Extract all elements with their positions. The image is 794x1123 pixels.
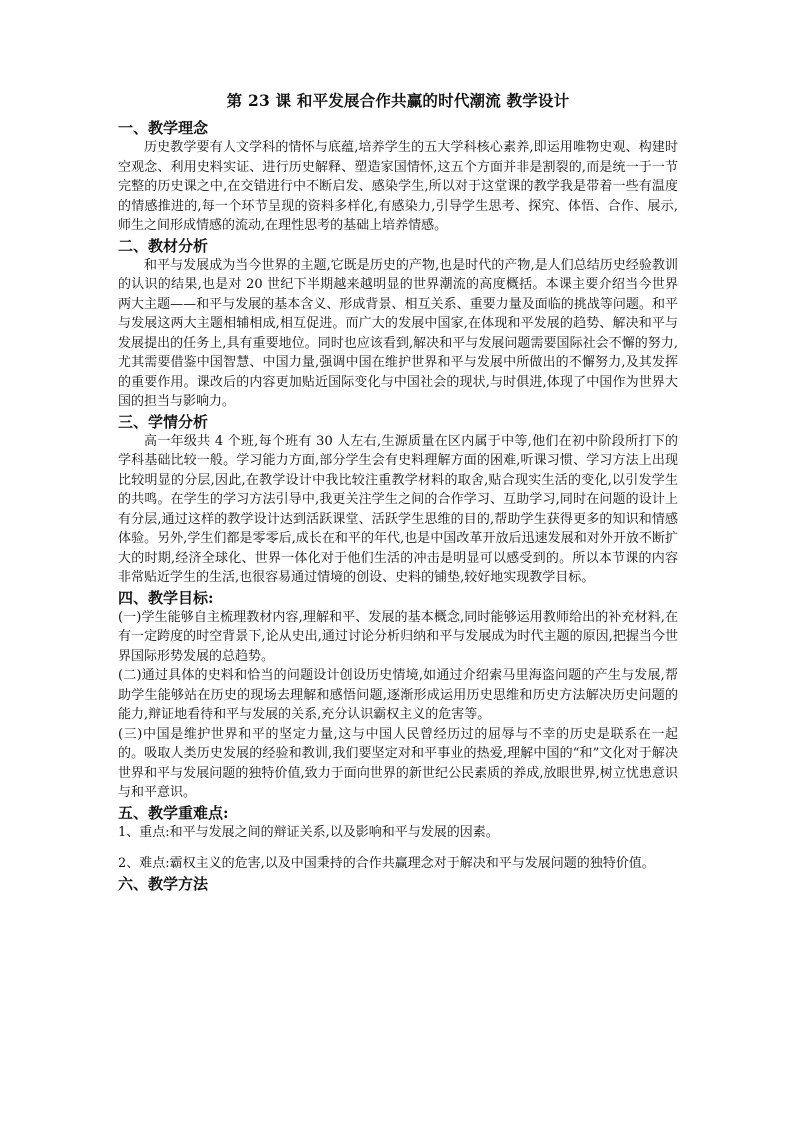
paragraph: 和平与发展成为当今世界的主题,它既是历史的产物,也是时代的产物,是人们总结历史经验教训的认识的结果,也是对 20 世纪下半期越来越明显的世界潮流的高度概括。本课主要介绍当今世界两大主题——和平与发展的基本含义、形成背景、相互关系、重要力量及面临的挑战等问题。和平与发展这两大主题相辅相成,相互促进。而广大的发展中国家,在体现和平发展的趋势、解决和平与发展提出的任务上,具有重要地位。同时也应该看到,解决和平与发展问题需要国际社会不懈的努力,尤其需要借鉴中国智慧、中国力量,强调中国在维护世界和平与发展中所做出的不懈努力,及其发挥的重要作用。课改后的内容更加贴近国际变化与中国社会的现状,与时俱进,体现了中国作为世界大国的担当与影响力。 <box>118 257 678 409</box>
section-heading: 六、教学方法 <box>118 874 209 893</box>
document-title: 第 23 课 和平发展合作共赢的时代潮流 教学设计 <box>226 91 570 110</box>
section-heading: 一、教学理念 <box>118 119 209 137</box>
section-teaching-methods <box>118 874 678 894</box>
section-key-points <box>118 803 678 874</box>
difficulty-item: 2、难点:霸权主义的危害,以及中国秉持的合作共赢理念对于解决和平与发展问题的独特价值。 <box>118 856 655 871</box>
goal-paragraph-1: (一)学生能够自主梳理教材内容,理解和平、发展的基本概念,同时能够运用教师给出的补充材料,在有一定跨度的时空背景下,论从史出,通过讨论分析归纳和平与发展成为时代主题的原因,把握当今世界国际形势发展的总趋势。 <box>118 609 678 664</box>
section-teaching-philosophy <box>118 118 678 236</box>
section-heading: 五、教学重难点: <box>118 803 229 822</box>
goal-paragraph-2: (二)通过具体的史料和恰当的问题设计创设历史情境,如通过介绍索马里海盗问题的产生与发展,帮助学生能够站在历史的现场去理解和感悟问题,逐渐形成运用历史思维和历史方法解决历史问题的能力,辩证地看待和平与发展的关系,充分认识霸权主义的危害等。 <box>118 668 678 722</box>
key-point-item: 1、重点:和平与发展之间的辩证关系,以及影响和平与发展的因素。 <box>118 824 499 840</box>
section-student-analysis <box>118 412 678 588</box>
document-page <box>118 90 678 894</box>
paragraph: 历史教学要有人文学科的情怀与底蕴,培养学生的五大学科核心素养,即运用唯物史观、构建时空观念、利用史料实证、进行历史解释、塑造家国情怀,这五个方面并非是割裂的,而是统一于一节完整的历史课之中,在交错进行中不断启发、感染学生,所以对于这堂课的教学我是带着一些有温度的情感推进的,每一个环节呈现的资料多样化,有感染力,引导学生思考、探究、体悟、合作、展示,师生之间形成情感的流动,在理性思考的基础上培养情感。 <box>118 140 678 233</box>
section-teaching-goals <box>118 588 678 803</box>
section-heading: 三、学情分析 <box>118 412 209 431</box>
goal-paragraph-3: (三)中国是维护世界和平的坚定力量,这与中国人民曾经历过的屈辱与不幸的历史是联系在一起的。吸取人类历史发展的经验和教训,我们要坚定对和平事业的热爱,理解中国的“和”文化对于解决世界和平与发展问题的独特价值,致力于面向世界的新世纪公民素质的养成,放眼世界,树立忧患意识与和平意识。 <box>118 726 678 800</box>
section-textbook-analysis <box>118 236 678 412</box>
section-heading: 二、教材分析 <box>118 236 209 255</box>
section-heading: 四、教学目标: <box>118 588 214 607</box>
paragraph: 高一年级共 4 个班,每个班有 30 人左右,生源质量在区内属于中等,他们在初中阶段所打下的学科基础比较一般。学习能力方面,部分学生会有史料理解方面的困难,听课习惯、学习方法上出现比较明显的分层,因此,在教学设计中我比较注重教学材料的取舍,贴合现实生活的变化,以引发学生的共鸣。在学生的学习方法引导中,我更关注学生之间的合作学习、互助学习,同时在问题的设计上有分层,通过这样的教学设计达到活跃课堂、活跃学生思维的目的,帮助学生获得更多的知识和情感体验。另外,学生们都是零零后,成长在和平的年代,也是中国改革开放后迅速发展和对外开放不断扩大的时期,经济全球化、世界一体化对于他们生活的冲击是明显可以感受到的。所以本节课的内容非常贴近学生的生活,也很容易通过情境的创设、史料的铺垫,较好地实现教学目标。 <box>118 433 678 585</box>
